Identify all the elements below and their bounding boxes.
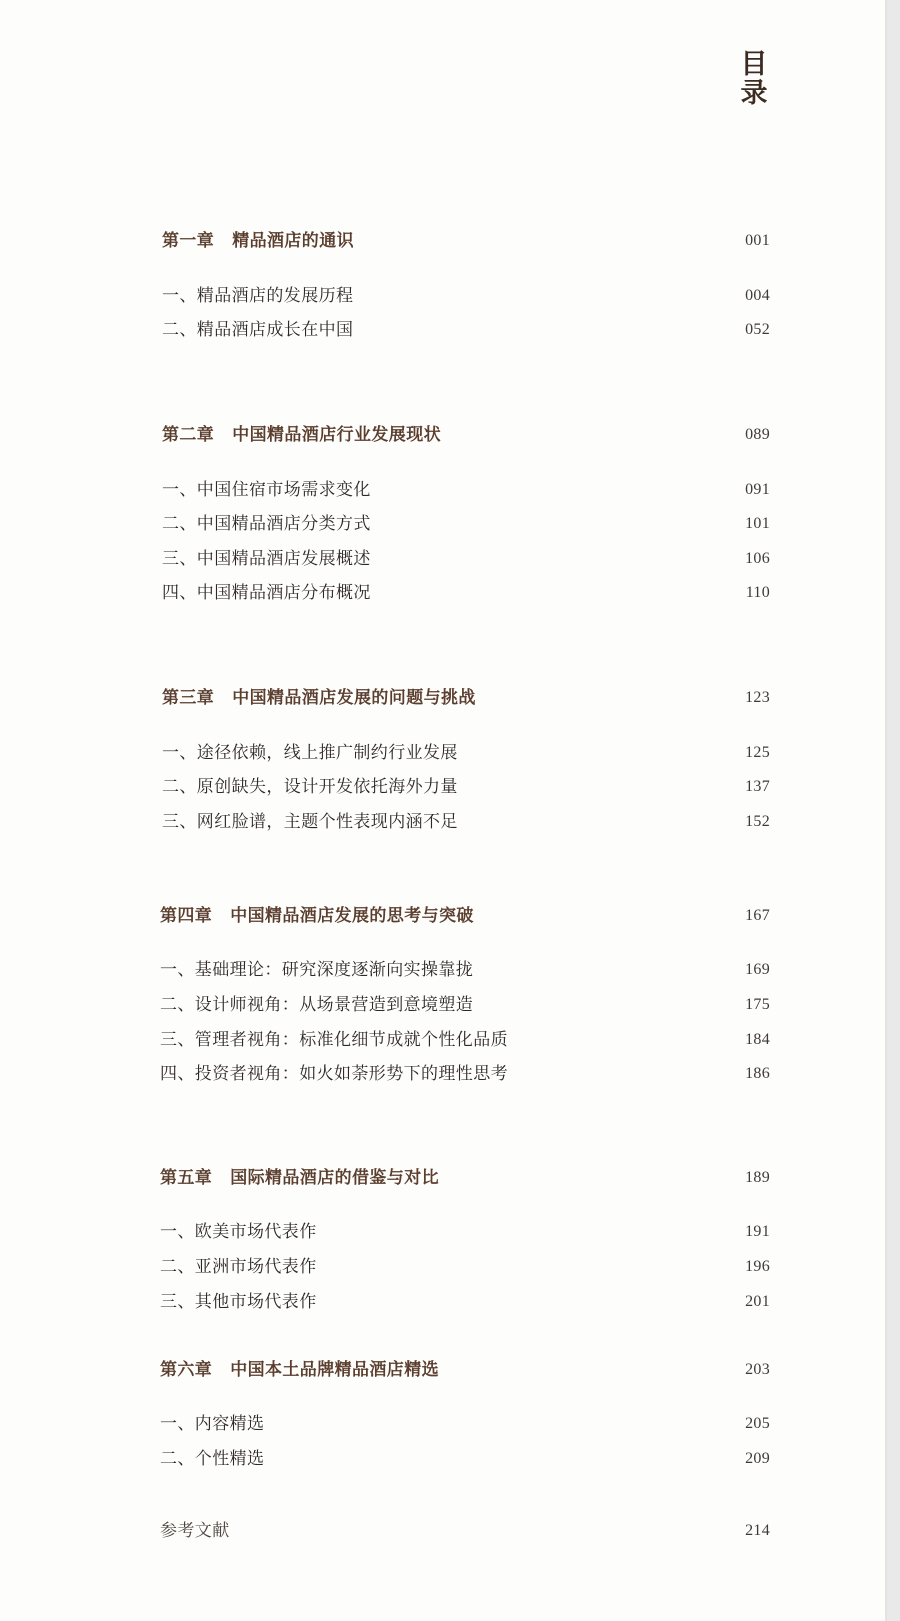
page-number: 106 [745,550,770,567]
chapter-label [160,1166,439,1190]
page-number: 137 [745,778,770,795]
chapter-label [160,904,474,928]
toc-chapter-1[interactable] [0,229,885,253]
section-title: 一、中国住宿市场需求变化 [162,480,371,500]
chapter-label [162,229,354,253]
page-number: 191 [745,1223,770,1240]
chapter-number: 第五章 [160,1168,213,1188]
chapter-title: 中国精品酒店发展的问题与挑战 [232,688,476,708]
toc-chapter-3[interactable] [0,686,885,710]
toc-section[interactable] [0,958,885,982]
toc-section[interactable] [0,547,885,571]
toc-section[interactable] [0,512,885,536]
toc-section[interactable] [0,993,885,1017]
page-number: 205 [745,1415,770,1432]
toc-chapter-4[interactable] [0,904,885,928]
section-title: 二、个性精选 [160,1449,265,1469]
page-number: 101 [745,515,770,532]
section-title: 四、中国精品酒店分布概况 [162,583,371,603]
toc-section[interactable] [0,1412,885,1436]
section-title: 一、途径依赖，线上推广制约行业发展 [162,743,458,763]
chapter-title: 精品酒店的通识 [232,231,355,251]
section-title: 一、内容精选 [160,1414,265,1434]
page-number: 001 [745,232,770,249]
chapter-label [162,686,476,710]
toc-section[interactable] [0,284,885,308]
page-number: 175 [745,996,770,1013]
section-title: 一、基础理论：研究深度逐渐向实操靠拢 [160,960,474,980]
page-number: 196 [745,1258,770,1275]
page-number: 201 [745,1293,770,1310]
toc-section[interactable] [0,775,885,799]
section-title: 三、网红脸谱，主题个性表现内涵不足 [162,812,458,832]
toc-title-char-2: 录 [740,78,768,109]
chapter-number: 第三章 [162,688,215,708]
section-title: 二、中国精品酒店分类方式 [162,514,371,534]
page-number: 004 [745,287,770,304]
section-title: 一、精品酒店的发展历程 [162,286,354,306]
toc-title-char-1: 目 [740,49,768,80]
chapter-number: 第一章 [162,231,215,251]
toc-chapter-5[interactable] [0,1166,885,1190]
chapter-title: 中国精品酒店发展的思考与突破 [230,906,474,926]
references-title: 参考文献 [160,1521,230,1541]
section-title: 四、投资者视角：如火如荼形势下的理性思考 [160,1064,508,1084]
page-number: 169 [745,961,770,978]
toc-section[interactable] [0,810,885,834]
toc-chapter-6[interactable] [0,1358,885,1382]
toc-section[interactable] [0,581,885,605]
page-number: 152 [745,813,770,830]
page-number: 091 [745,481,770,498]
page-number: 089 [745,426,770,443]
toc-section[interactable] [0,1062,885,1086]
toc-section[interactable] [0,318,885,342]
page-number: 052 [745,321,770,338]
chapter-title: 国际精品酒店的借鉴与对比 [230,1168,440,1188]
page-number: 186 [745,1065,770,1082]
toc-section[interactable] [0,1255,885,1279]
section-title: 二、精品酒店成长在中国 [162,320,354,340]
toc-references[interactable] [0,1519,885,1543]
toc-section[interactable] [0,741,885,765]
page-number: 125 [745,744,770,761]
page-number: 167 [745,907,770,924]
toc-section[interactable] [0,1220,885,1244]
chapter-label [162,423,441,447]
chapter-number: 第四章 [160,906,213,926]
page-number: 214 [745,1522,770,1539]
section-title: 三、中国精品酒店发展概述 [162,549,371,569]
page-number: 184 [745,1031,770,1048]
section-title: 三、管理者视角：标准化细节成就个性化品质 [160,1030,508,1050]
page-number: 203 [745,1361,770,1378]
section-title: 二、原创缺失，设计开发依托海外力量 [162,777,458,797]
chapter-number: 第二章 [162,425,215,445]
toc-section[interactable] [0,1290,885,1314]
toc-section[interactable] [0,478,885,502]
section-title: 二、设计师视角：从场景营造到意境塑造 [160,995,474,1015]
toc-chapter-2[interactable] [0,423,885,447]
chapter-label [160,1358,439,1382]
page-number: 123 [745,689,770,706]
chapter-title: 中国本土品牌精品酒店精选 [230,1360,440,1380]
toc-section[interactable] [0,1028,885,1052]
section-title: 一、欧美市场代表作 [160,1222,317,1242]
toc-section[interactable] [0,1447,885,1471]
chapter-title: 中国精品酒店行业发展现状 [232,425,442,445]
section-title: 二、亚洲市场代表作 [160,1257,317,1277]
chapter-number: 第六章 [160,1360,213,1380]
page-number: 209 [745,1450,770,1467]
page-number: 189 [745,1169,770,1186]
page-number: 110 [745,584,770,601]
section-title: 三、其他市场代表作 [160,1292,317,1312]
